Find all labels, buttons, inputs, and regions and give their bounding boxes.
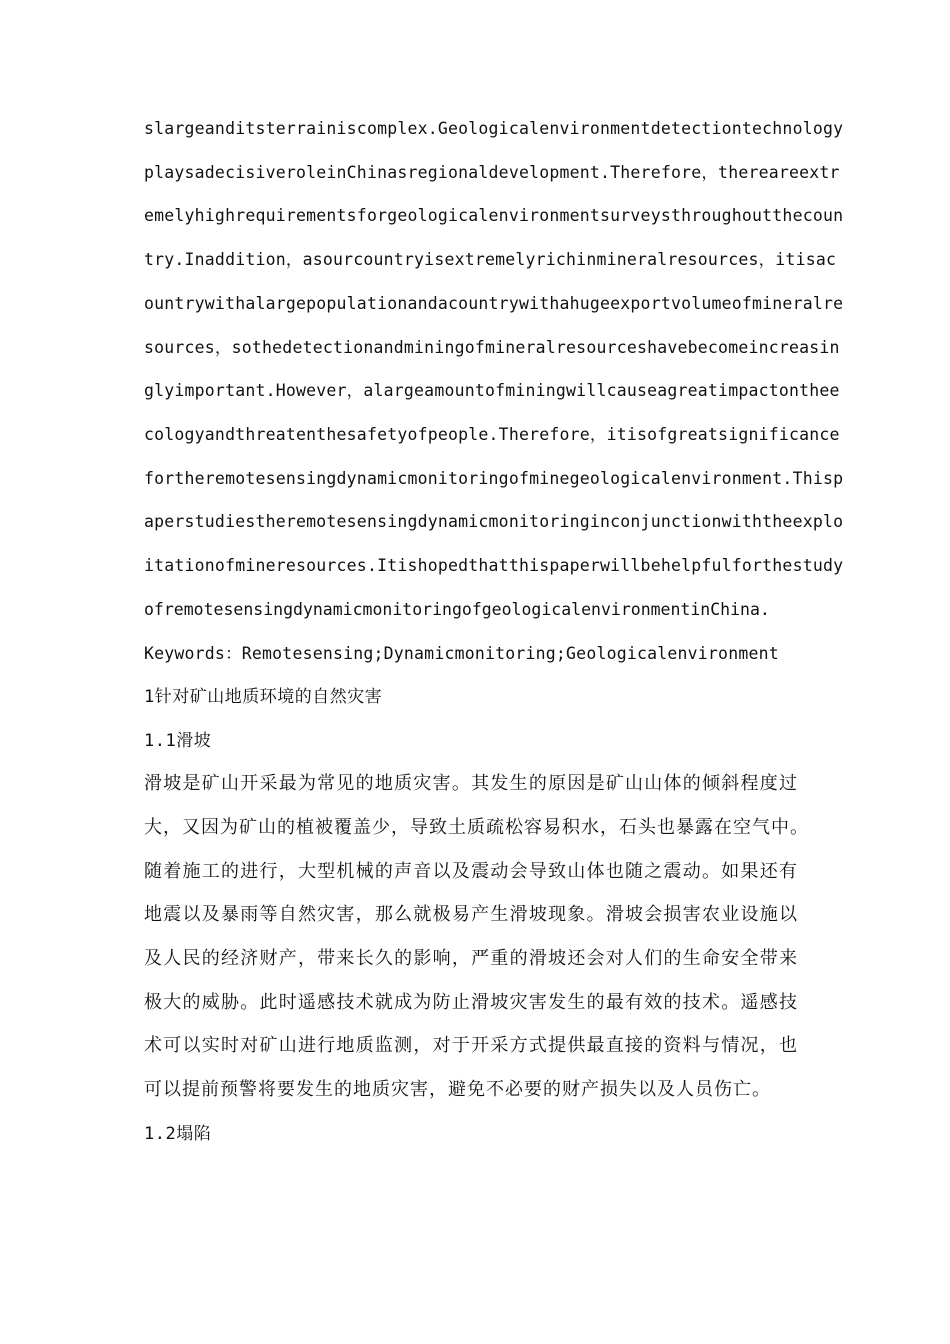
keywords: Keywords：Remotesensing;Dynamicmonitoring;Geologicalenvironment [144,644,779,663]
abstract-line: fortheremotesensingdynamicmonitoringofminegeologicalenvironment.Thisp [144,469,844,488]
subsection-heading: 1.2塌陷 [144,1124,212,1144]
abstract-line: ofremotesensingdynamicmonitoringofgeologicalenvironmentinChina. [144,600,770,619]
paragraph-line: 术可以实时对矿山进行地质监测，对于开采方式提供最直接的资料与情况，也 [144,1035,798,1056]
abstract-line: ountrywithalargepopulationandacountrywithahugeexportvolumeofmineralre [144,294,844,313]
abstract-line: itationofmineresources.Itishopedthatthispaperwillbehelpfulforthestudy [144,556,844,575]
subsection-heading: 1.1滑坡 [144,731,212,751]
paragraph-line: 滑坡是矿山开采最为常见的地质灾害。其发生的原因是矿山山体的倾斜程度过 [144,773,798,794]
paragraph-line: 地震以及暴雨等自然灾害，那么就极易产生滑坡现象。滑坡会损害农业设施以 [144,904,798,925]
paragraph-line: 随着施工的进行，大型机械的声音以及震动会导致山体也随之震动。如果还有 [144,861,798,882]
section-heading: 1针对矿山地质环境的自然灾害 [144,687,383,707]
abstract-line: playsadecisiveroleinChinasregionaldevelopment.Therefore，thereareextr [144,163,840,182]
abstract-line: sources，sothedetectionandminingofmineralresourceshavebecomeincreasin [144,338,840,357]
abstract-line: cologyandthreatenthesafetyofpeople.Therefore，itisofgreatsignificance [144,425,840,444]
paragraph-line: 大，又因为矿山的植被覆盖少，导致土质疏松容易积水，石头也暴露在空气中。 [144,817,809,838]
abstract-line: slargeanditsterrainiscomplex.Geologicalenvironmentdetectiontechnology [144,119,844,138]
abstract-line: emelyhighrequirementsforgeologicalenvironmentsurveysthroughoutthecoun [144,206,844,225]
abstract-line: glyimportant.However，alargeamountofminingwillcauseagreatimpactonthee [144,381,840,400]
paragraph-line: 可以提前预警将要发生的地质灾害，避免不必要的财产损失以及人员伤亡。 [144,1079,771,1100]
abstract-line: try.Inaddition，asourcountryisextremelyrichinmineralresources，itisac [144,250,837,269]
abstract-line: aperstudiestheremotesensingdynamicmonitoringinconjunctionwiththeexplo [144,512,844,531]
paragraph-line: 极大的威胁。此时遥感技术就成为防止滑坡灾害发生的最有效的技术。遥感技 [144,992,798,1013]
paragraph-line: 及人民的经济财产，带来长久的影响，严重的滑坡还会对人们的生命安全带来 [144,948,798,969]
